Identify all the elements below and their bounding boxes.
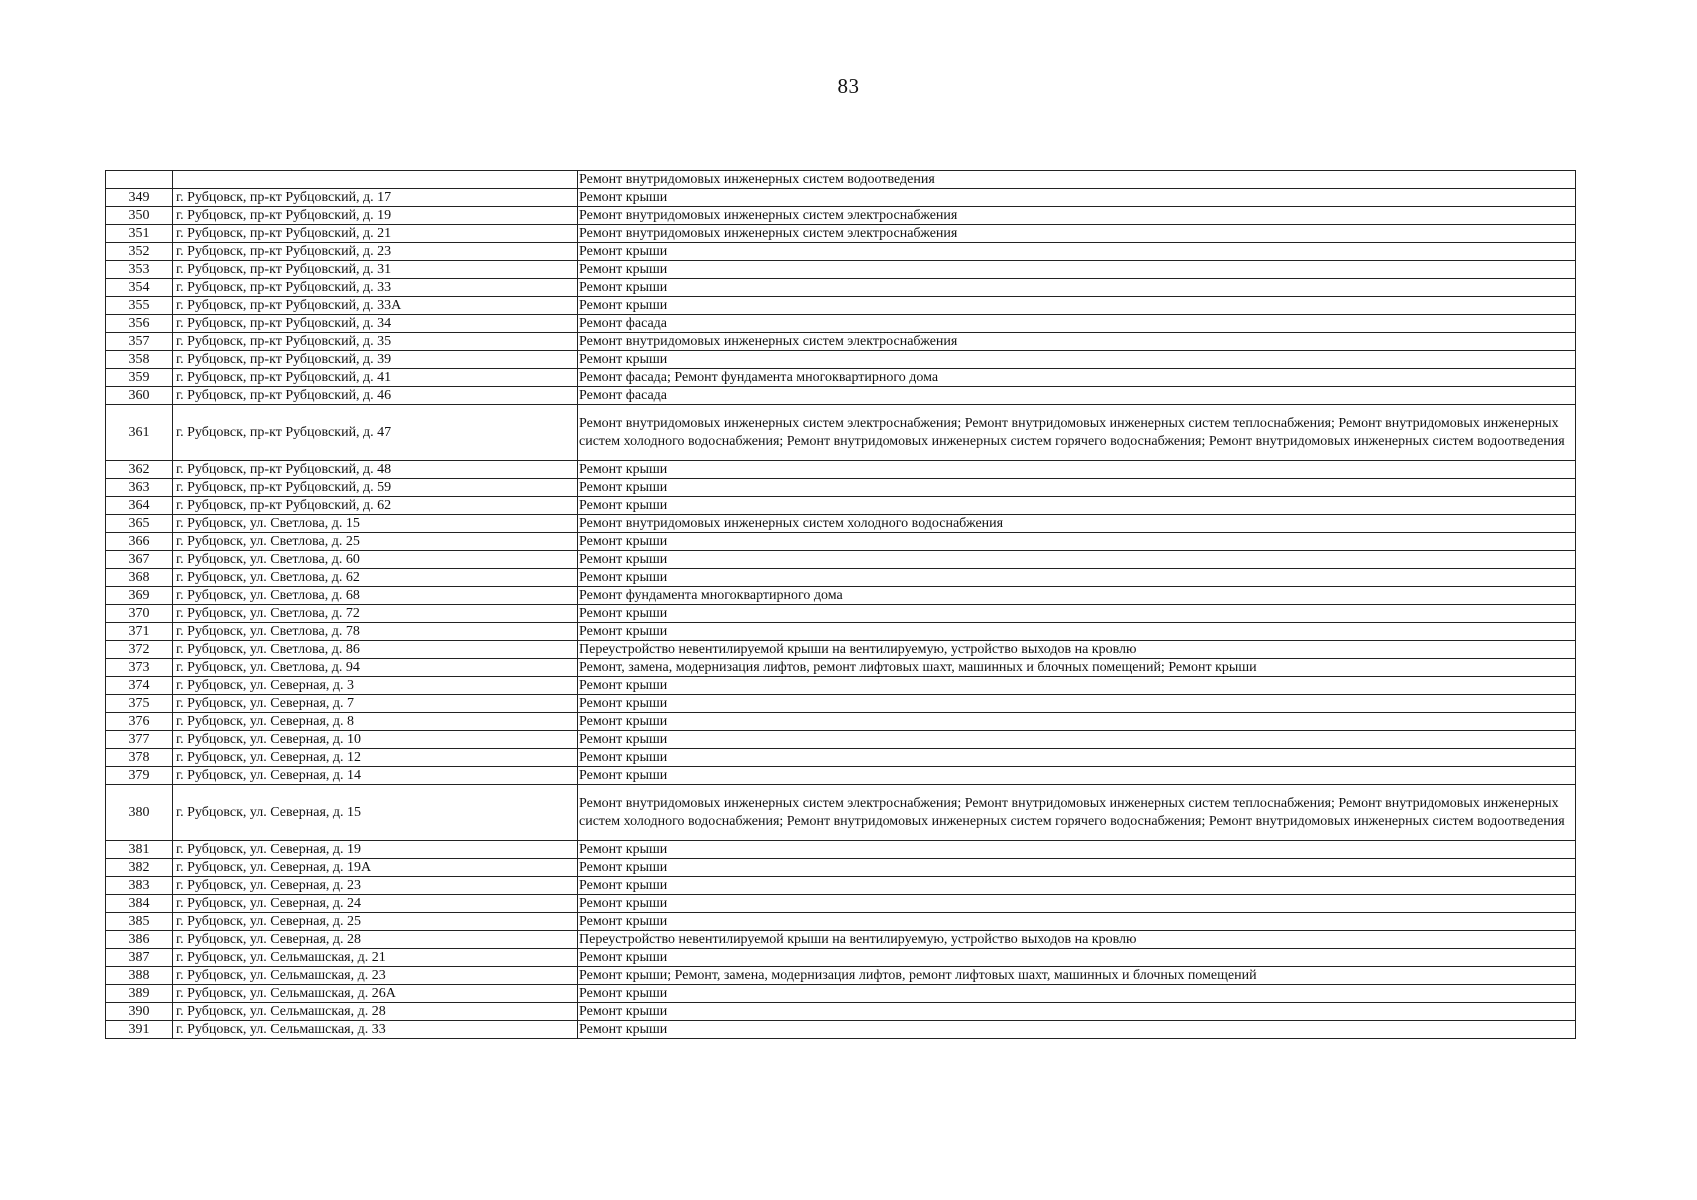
table-row: [106, 713, 1576, 731]
row-number: 377: [106, 731, 173, 749]
row-number: 386: [106, 931, 173, 949]
row-number: 380: [106, 785, 173, 841]
row-number: 364: [106, 497, 173, 515]
row-number: 383: [106, 877, 173, 895]
row-works: Ремонт крыши: [578, 297, 1576, 315]
row-address: г. Рубцовск, ул. Светлова, д. 25: [173, 533, 578, 551]
table-row: [106, 605, 1576, 623]
row-number: 359: [106, 369, 173, 387]
row-number: 357: [106, 333, 173, 351]
row-number: 361: [106, 405, 173, 461]
table-row: [106, 985, 1576, 1003]
row-number: 355: [106, 297, 173, 315]
row-address: г. Рубцовск, ул. Светлова, д. 15: [173, 515, 578, 533]
row-works: Ремонт крыши: [578, 749, 1576, 767]
row-address: г. Рубцовск, ул. Северная, д. 3: [173, 677, 578, 695]
table-row: [106, 859, 1576, 877]
table-row: [106, 1021, 1576, 1039]
table-row: [106, 243, 1576, 261]
table-row: [106, 533, 1576, 551]
table-row: [106, 387, 1576, 405]
row-works: Ремонт крыши: [578, 243, 1576, 261]
row-works: Ремонт крыши: [578, 877, 1576, 895]
table-row: [106, 949, 1576, 967]
row-number: 390: [106, 1003, 173, 1021]
table-row: [106, 895, 1576, 913]
row-number: 362: [106, 461, 173, 479]
row-number: 350: [106, 207, 173, 225]
row-works: Ремонт крыши: [578, 1003, 1576, 1021]
row-works: Ремонт крыши: [578, 677, 1576, 695]
row-address: г. Рубцовск, пр-кт Рубцовский, д. 33А: [173, 297, 578, 315]
table-row: [106, 351, 1576, 369]
row-number: 366: [106, 533, 173, 551]
row-works: Ремонт крыши: [578, 479, 1576, 497]
row-works: Ремонт внутридомовых инженерных систем электроснабжения; Ремонт внутридомовых инженерных систем теплоснабжения; Ремонт внутридомовых инженерных систем холодного водоснабжения; Ремонт внутридомовых инженерных систем горячего водоснабжения; Ремонт внутридомовых инженерных систем водоотведения: [578, 785, 1576, 841]
table-row: [106, 551, 1576, 569]
row-address: г. Рубцовск, ул. Сельмашская, д. 26А: [173, 985, 578, 1003]
row-number: 351: [106, 225, 173, 243]
row-address: г. Рубцовск, ул. Сельмашская, д. 21: [173, 949, 578, 967]
table-row: [106, 587, 1576, 605]
row-works: Ремонт крыши: [578, 949, 1576, 967]
table-row: [106, 731, 1576, 749]
row-works: Ремонт внутридомовых инженерных систем электроснабжения: [578, 333, 1576, 351]
table-row: [106, 515, 1576, 533]
table-row: [106, 405, 1576, 461]
row-address: г. Рубцовск, ул. Светлова, д. 62: [173, 569, 578, 587]
row-works: Ремонт внутридомовых инженерных систем электроснабжения: [578, 207, 1576, 225]
table-row: [106, 207, 1576, 225]
table-row: [106, 749, 1576, 767]
row-number: 363: [106, 479, 173, 497]
row-works: Ремонт внутридомовых инженерных систем электроснабжения; Ремонт внутридомовых инженерных систем теплоснабжения; Ремонт внутридомовых инженерных систем холодного водоснабжения; Ремонт внутридомовых инженерных систем горячего водоснабжения; Ремонт внутридомовых инженерных систем водоотведения: [578, 405, 1576, 461]
row-number: 360: [106, 387, 173, 405]
row-works: Ремонт крыши: [578, 985, 1576, 1003]
table-row: [106, 785, 1576, 841]
row-works: Ремонт крыши: [578, 713, 1576, 731]
table-row: [106, 569, 1576, 587]
table-row: [106, 841, 1576, 859]
row-works: Переустройство невентилируемой крыши на вентилируемую, устройство выходов на кровлю: [578, 641, 1576, 659]
row-works: Ремонт крыши: [578, 859, 1576, 877]
row-number: 353: [106, 261, 173, 279]
row-number: 356: [106, 315, 173, 333]
row-number: 382: [106, 859, 173, 877]
row-address: г. Рубцовск, ул. Северная, д. 25: [173, 913, 578, 931]
table-row: [106, 695, 1576, 713]
row-address: г. Рубцовск, пр-кт Рубцовский, д. 31: [173, 261, 578, 279]
row-works: Ремонт крыши: [578, 351, 1576, 369]
row-address: г. Рубцовск, пр-кт Рубцовский, д. 19: [173, 207, 578, 225]
repair-registry-table: [105, 170, 1576, 1039]
row-works: Ремонт фасада: [578, 315, 1576, 333]
row-works: Ремонт крыши: [578, 551, 1576, 569]
row-address: г. Рубцовск, пр-кт Рубцовский, д. 41: [173, 369, 578, 387]
row-address: г. Рубцовск, ул. Светлова, д. 72: [173, 605, 578, 623]
table-row: [106, 931, 1576, 949]
row-address: г. Рубцовск, ул. Светлова, д. 94: [173, 659, 578, 677]
row-number: 354: [106, 279, 173, 297]
row-address: г. Рубцовск, пр-кт Рубцовский, д. 48: [173, 461, 578, 479]
row-address: г. Рубцовск, пр-кт Рубцовский, д. 62: [173, 497, 578, 515]
row-works: Ремонт крыши: [578, 605, 1576, 623]
table-row: [106, 1003, 1576, 1021]
row-number: 389: [106, 985, 173, 1003]
row-works: Ремонт крыши; Ремонт, замена, модернизация лифтов, ремонт лифтовых шахт, машинных и блочных помещений: [578, 967, 1576, 985]
row-works: Ремонт фасада: [578, 387, 1576, 405]
table-row: [106, 461, 1576, 479]
row-address: г. Рубцовск, ул. Северная, д. 23: [173, 877, 578, 895]
row-address: г. Рубцовск, ул. Северная, д. 10: [173, 731, 578, 749]
row-address: г. Рубцовск, ул. Сельмашская, д. 28: [173, 1003, 578, 1021]
row-number: 349: [106, 189, 173, 207]
page-number: 83: [837, 74, 860, 98]
row-address: г. Рубцовск, пр-кт Рубцовский, д. 23: [173, 243, 578, 261]
row-address: г. Рубцовск, ул. Северная, д. 8: [173, 713, 578, 731]
row-works: Ремонт внутридомовых инженерных систем холодного водоснабжения: [578, 515, 1576, 533]
row-number: 367: [106, 551, 173, 569]
row-address: г. Рубцовск, ул. Северная, д. 15: [173, 785, 578, 841]
row-address: г. Рубцовск, пр-кт Рубцовский, д. 47: [173, 405, 578, 461]
row-number: 372: [106, 641, 173, 659]
row-address: г. Рубцовск, ул. Светлова, д. 86: [173, 641, 578, 659]
row-works: Ремонт крыши: [578, 767, 1576, 785]
table-row: [106, 261, 1576, 279]
row-address: г. Рубцовск, пр-кт Рубцовский, д. 17: [173, 189, 578, 207]
table-row: [106, 369, 1576, 387]
row-number: 381: [106, 841, 173, 859]
row-number: 358: [106, 351, 173, 369]
table-row: [106, 967, 1576, 985]
table-row: [106, 767, 1576, 785]
row-address: г. Рубцовск, ул. Северная, д. 19: [173, 841, 578, 859]
row-works: Ремонт крыши: [578, 189, 1576, 207]
table-row: [106, 297, 1576, 315]
row-address: г. Рубцовск, ул. Сельмашская, д. 23: [173, 967, 578, 985]
row-works: Ремонт крыши: [578, 623, 1576, 641]
row-address: г. Рубцовск, ул. Северная, д. 14: [173, 767, 578, 785]
row-number: 384: [106, 895, 173, 913]
row-works: Ремонт крыши: [578, 895, 1576, 913]
row-number: 370: [106, 605, 173, 623]
row-works: Переустройство невентилируемой крыши на вентилируемую, устройство выходов на кровлю: [578, 931, 1576, 949]
row-works: Ремонт крыши: [578, 279, 1576, 297]
row-number: 376: [106, 713, 173, 731]
row-works: Ремонт фундамента многоквартирного дома: [578, 587, 1576, 605]
row-address: г. Рубцовск, пр-кт Рубцовский, д. 35: [173, 333, 578, 351]
row-address: г. Рубцовск, пр-кт Рубцовский, д. 39: [173, 351, 578, 369]
table-row: [106, 659, 1576, 677]
table-row: [106, 497, 1576, 515]
row-works: Ремонт крыши: [578, 533, 1576, 551]
row-number: 352: [106, 243, 173, 261]
table-row: [106, 333, 1576, 351]
table-row: [106, 877, 1576, 895]
row-works: Ремонт крыши: [578, 497, 1576, 515]
row-address: г. Рубцовск, ул. Северная, д. 19А: [173, 859, 578, 877]
row-address: г. Рубцовск, ул. Светлова, д. 60: [173, 551, 578, 569]
row-works: Ремонт крыши: [578, 1021, 1576, 1039]
row-address: г. Рубцовск, пр-кт Рубцовский, д. 21: [173, 225, 578, 243]
row-number: 368: [106, 569, 173, 587]
table-row: [106, 913, 1576, 931]
row-address: г. Рубцовск, пр-кт Рубцовский, д. 46: [173, 387, 578, 405]
row-number: 387: [106, 949, 173, 967]
row-number: 365: [106, 515, 173, 533]
row-works: Ремонт внутридомовых инженерных систем водоотведения: [578, 171, 1576, 189]
row-address: г. Рубцовск, ул. Светлова, д. 78: [173, 623, 578, 641]
table-row: [106, 315, 1576, 333]
row-address: г. Рубцовск, ул. Сельмашская, д. 33: [173, 1021, 578, 1039]
row-works: Ремонт крыши: [578, 261, 1576, 279]
table-row: [106, 225, 1576, 243]
table-row: [106, 623, 1576, 641]
row-address: г. Рубцовск, ул. Северная, д. 28: [173, 931, 578, 949]
row-number: 375: [106, 695, 173, 713]
registry-body: [106, 171, 1576, 1039]
row-works: Ремонт фасада; Ремонт фундамента многоквартирного дома: [578, 369, 1576, 387]
row-address: г. Рубцовск, ул. Северная, д. 12: [173, 749, 578, 767]
row-address: [173, 171, 578, 189]
table-row: [106, 189, 1576, 207]
table-row: [106, 279, 1576, 297]
row-number: 388: [106, 967, 173, 985]
row-address: г. Рубцовск, ул. Северная, д. 24: [173, 895, 578, 913]
row-number: 391: [106, 1021, 173, 1039]
row-number: 373: [106, 659, 173, 677]
table-row: [106, 641, 1576, 659]
row-address: г. Рубцовск, ул. Светлова, д. 68: [173, 587, 578, 605]
table-row: [106, 677, 1576, 695]
row-address: г. Рубцовск, ул. Северная, д. 7: [173, 695, 578, 713]
row-number: 374: [106, 677, 173, 695]
table-row: [106, 171, 1576, 189]
row-address: г. Рубцовск, пр-кт Рубцовский, д. 34: [173, 315, 578, 333]
row-address: г. Рубцовск, пр-кт Рубцовский, д. 33: [173, 279, 578, 297]
table-row: [106, 479, 1576, 497]
row-works: Ремонт крыши: [578, 695, 1576, 713]
row-number: 385: [106, 913, 173, 931]
row-address: г. Рубцовск, пр-кт Рубцовский, д. 59: [173, 479, 578, 497]
row-works: Ремонт крыши: [578, 569, 1576, 587]
row-works: Ремонт крыши: [578, 461, 1576, 479]
row-number: 379: [106, 767, 173, 785]
row-number: 371: [106, 623, 173, 641]
row-works: Ремонт, замена, модернизация лифтов, ремонт лифтовых шахт, машинных и блочных помещений; Ремонт крыши: [578, 659, 1576, 677]
row-number: [106, 171, 173, 189]
row-works: Ремонт крыши: [578, 841, 1576, 859]
row-number: 378: [106, 749, 173, 767]
row-number: 369: [106, 587, 173, 605]
row-works: Ремонт крыши: [578, 731, 1576, 749]
row-works: Ремонт внутридомовых инженерных систем электроснабжения: [578, 225, 1576, 243]
row-works: Ремонт крыши: [578, 913, 1576, 931]
